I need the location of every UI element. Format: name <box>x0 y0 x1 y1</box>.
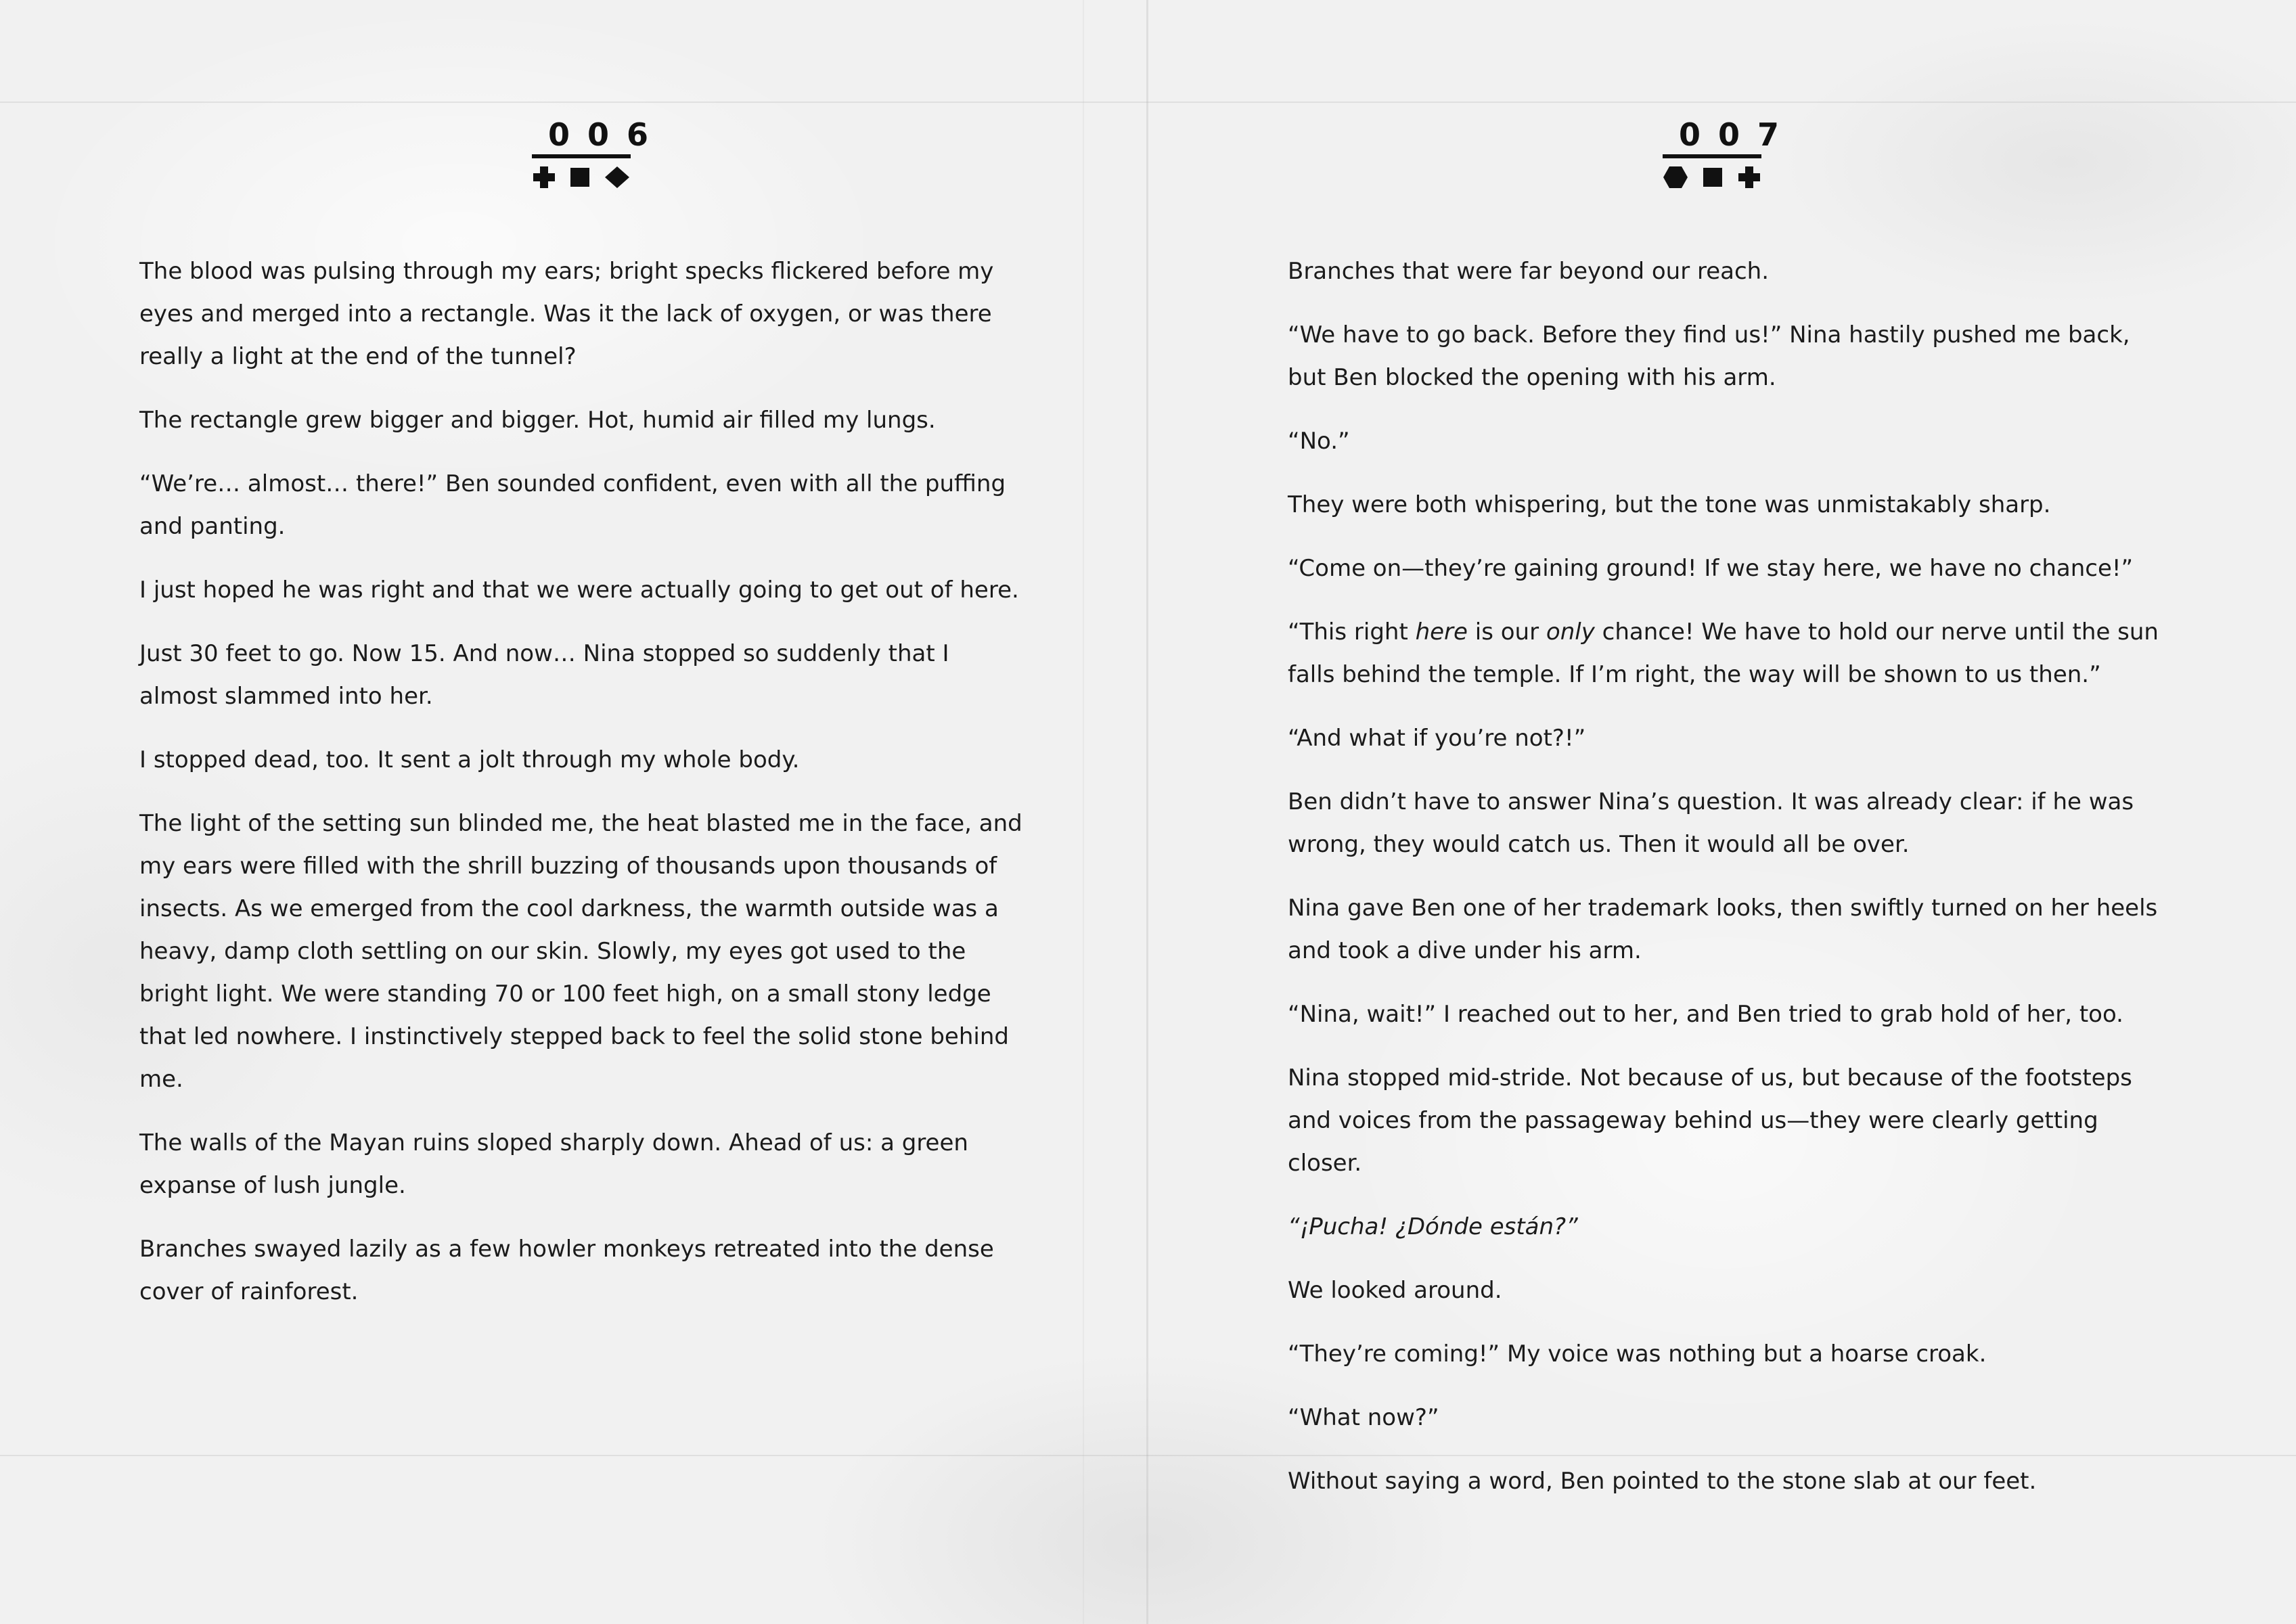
paragraph: We looked around. <box>1288 1277 1502 1304</box>
paragraph: They were both whispering, but the tone was unmistakably sharp. <box>1288 491 2051 518</box>
text-run: is our <box>1467 618 1546 646</box>
paragraph: “We have to go back. Before they find us!” Nina hastily pushed me back, but Ben blocked the opening with his arm. <box>1288 321 2130 391</box>
paragraph: Branches that were far beyond our reach. <box>1288 258 1770 285</box>
square-icon <box>1702 166 1724 188</box>
right-page <box>1148 0 2296 1624</box>
paragraph: “And what if you’re not?!” <box>1288 725 1586 752</box>
emphasis: here <box>1415 618 1468 646</box>
paragraph: “They’re coming!” My voice was nothing but a hoarse croak. <box>1288 1340 1987 1368</box>
paragraph: Ben didn’t have to answer Nina’s question. It was already clear: if he was wrong, they would catch us. Then it would all be over. <box>1288 788 2134 858</box>
square-icon <box>569 166 591 188</box>
paragraph: Nina gave Ben one of her trademark looks, then swiftly turned on her heels and took a dive under his arm. <box>1288 895 2158 964</box>
hexagon-icon <box>1663 165 1688 189</box>
cross-icon <box>532 165 556 189</box>
paragraph: “Nina, wait!” I reached out to her, and Ben tried to grab hold of her, too. <box>1288 1001 2123 1028</box>
text-run: chance! We have to hold our nerve until the sun falls behind the temple. If I’m right, the way will be shown to us then.” <box>1288 618 2159 688</box>
folio-rule <box>1663 154 1761 158</box>
paragraph: The light of the setting sun blinded me, the heat blasted me in the face, and my ears were filled with the shrill buzzing of thousands upon thousands of insects. As we emerged from the cool darkness, the warmth outside was a heavy, damp cloth settling on our skin. Slowly, my eyes got used to the bright light. We were standing 70 or 100 feet high, on a small stony ledge that led nowhere. I instinctively stepped back to feel the solid stone behind me. <box>139 810 1022 1093</box>
paragraph: Just 30 feet to go. Now 15. And now… Nina stopped so suddenly that I almost slammed into her. <box>139 640 949 710</box>
paragraph: “What now?” <box>1288 1404 1439 1431</box>
folio-rule <box>532 154 631 158</box>
diamond-icon <box>604 165 631 189</box>
paragraph: “No.” <box>1288 428 1350 455</box>
paragraph: Nina stopped mid-stride. Not because of us, but because of the footsteps and voices from the passageway behind us—they were clearly getting closer. <box>1288 1064 2132 1177</box>
paragraph: Branches swayed lazily as a few howler monkeys retreated into the dense cover of rainforest. <box>139 1236 994 1305</box>
paragraph: The rectangle grew bigger and bigger. Hot, humid air filled my lungs. <box>139 407 936 434</box>
body-text <box>1288 250 2174 1524</box>
paragraph: The walls of the Mayan ruins sloped sharply down. Ahead of us: a green expanse of lush jungle. <box>139 1129 968 1199</box>
paragraph: Without saying a word, Ben pointed to the stone slab at our feet. <box>1288 1468 2037 1495</box>
paragraph: I just hoped he was right and that we were actually going to get out of here. <box>139 577 1019 604</box>
page-number: 006 <box>548 116 667 153</box>
body-text <box>139 250 1033 1334</box>
paragraph: “We’re… almost… there!” Ben sounded confident, even with all the puffing and panting. <box>139 470 1006 540</box>
cross-icon <box>1737 165 1761 189</box>
paragraph: The blood was pulsing through my ears; bright specks flickered before my eyes and merged into a rectangle. Was it the lack of oxygen, or was there really a light at the end of the tunnel? <box>139 258 994 370</box>
page-number: 007 <box>1679 116 1797 153</box>
folio-symbols <box>532 165 631 189</box>
page-folio <box>531 116 667 189</box>
paragraph: I stopped dead, too. It sent a jolt through my whole body. <box>139 746 800 773</box>
page-folio <box>1661 116 1797 189</box>
paragraph: “Come on—they’re gaining ground! If we stay here, we have no chance!” <box>1288 555 2134 582</box>
emphasis: only <box>1546 618 1595 646</box>
italic-paragraph: “¡Pucha! ¿Dónde están?” <box>1288 1213 1578 1240</box>
text-run: “This right <box>1288 618 1416 646</box>
paragraph-with-emphasis <box>1288 611 2174 696</box>
folio-symbols <box>1663 165 1761 189</box>
